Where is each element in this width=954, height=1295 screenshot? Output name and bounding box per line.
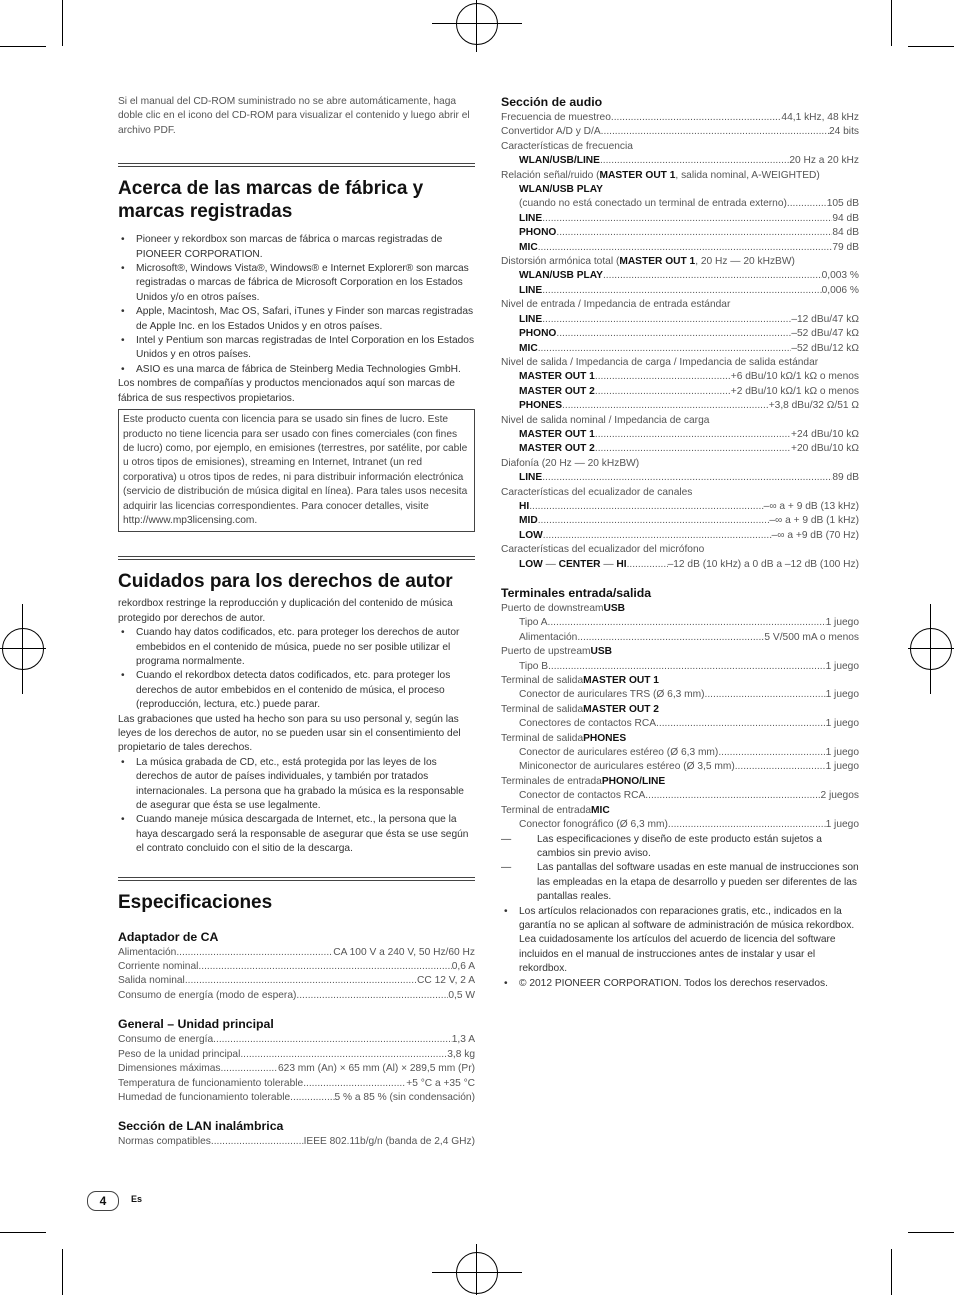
spec-row bbox=[501, 241, 859, 255]
spec-value: 1 juego bbox=[825, 617, 859, 629]
spec-value: 0,003 % bbox=[821, 270, 859, 282]
spec-row bbox=[501, 226, 859, 240]
copyright-para: rekordbox restringe la reproducción y duplicación del contenido de música protegido por derechos de autor. bbox=[118, 598, 453, 624]
spec-value: 0,006 % bbox=[821, 284, 859, 296]
spec-label: Alimentación bbox=[519, 631, 578, 643]
audio-title: Sección de audio bbox=[501, 95, 603, 109]
spec-value: –52 dBu/47 kΩ bbox=[791, 328, 859, 340]
list-item: • Apple, Macintosh, Mac OS, Safari, iTunes y Finder son marcas registradas de Apple Inc. en los Estados Unidos y en otros países. bbox=[118, 305, 475, 334]
spec-label: LINE bbox=[519, 313, 543, 325]
spec-row bbox=[501, 660, 859, 674]
spec-label: HI bbox=[519, 500, 530, 512]
section-rule bbox=[118, 877, 475, 883]
spec-heading bbox=[501, 645, 859, 659]
spec-value: 24 bits bbox=[828, 126, 859, 138]
list-item: • Pioneer y rekordbox son marcas de fábrica o marcas registradas de PIONEER CORPORATION. bbox=[118, 233, 475, 262]
spec-row bbox=[501, 746, 859, 760]
heading-text: Terminales de entrada bbox=[501, 775, 602, 787]
list-item: • La música grabada de CD, etc., está protegida por las leyes de los derechos de autor de países individuales, y también por tratados internacionales. La persona que ha grabado la música es la responsable de asegurar que ésta se use legalmente. bbox=[118, 756, 475, 814]
spec-heading bbox=[501, 602, 859, 616]
spec-heading bbox=[501, 674, 859, 688]
spec-label: Convertidor A/D y D/A bbox=[501, 126, 601, 138]
trademarks-title: Acerca de las marcas de fábrica y marcas registradas bbox=[118, 178, 424, 223]
spec-row bbox=[118, 1135, 475, 1149]
spec-value: –∞ a + 9 dB (1 kHz) bbox=[769, 515, 859, 527]
spec-row bbox=[501, 500, 859, 514]
spec-label: Conector de auriculares TRS (Ø 6,3 mm) bbox=[519, 689, 705, 701]
spec-label: Humedad de funcionamiento tolerable bbox=[118, 1091, 291, 1103]
spec-row bbox=[501, 197, 859, 211]
spec-value: 1 juego bbox=[825, 689, 859, 701]
spec-label: Temperatura de funcionamiento tolerable bbox=[118, 1077, 304, 1089]
list-item: • Los artículos relacionados con reparaciones gratis, etc., indicados en la garantía no se aplican al software de administración de música rekordbox. Lea cuidadosamente los artículos del acuerdo de licencia del software incluidos en el manual de instrucciones antes de instalar y usar el rekordbox. bbox=[501, 905, 859, 977]
spec-value: 1 juego bbox=[825, 747, 859, 759]
spec-value: 623 mm (An) × 65 mm (Al) × 289,5 mm (Pr) bbox=[277, 1063, 475, 1075]
heading-bold: MASTER OUT 2 bbox=[583, 703, 659, 715]
spec-value: 3,8 kg bbox=[447, 1048, 475, 1060]
spec-heading: Nivel de salida / Impedancia de carga / Impedancia de salida estándar bbox=[501, 356, 819, 368]
spec-row bbox=[118, 960, 475, 974]
spec-label: Tipo B bbox=[519, 660, 549, 672]
spec-row bbox=[501, 471, 859, 485]
heading-bold: MIC bbox=[591, 804, 610, 816]
spec-label: LOW bbox=[519, 529, 543, 541]
spec-label: Conector de contactos RCA bbox=[519, 790, 646, 802]
heading-text: Terminal de salida bbox=[501, 732, 584, 744]
spec-row bbox=[118, 946, 475, 960]
spec-value: –∞ a + 9 dB (13 kHz) bbox=[763, 500, 859, 512]
spec-row bbox=[501, 370, 859, 384]
notes-bullet-list bbox=[501, 905, 859, 991]
spec-heading bbox=[501, 804, 859, 818]
crop-mark bbox=[62, 1249, 63, 1295]
spec-label: Conector de auriculares estéreo (Ø 6,3 mm) bbox=[519, 747, 719, 759]
spec-value: 84 dB bbox=[832, 227, 859, 239]
spec-value: –∞ a +9 dB (70 Hz) bbox=[771, 529, 859, 541]
spec-row bbox=[501, 717, 859, 731]
spec-label: WLAN/USB PLAY bbox=[519, 270, 603, 282]
spec-label: MASTER OUT 2 bbox=[519, 443, 595, 455]
heading-text: Terminal de entrada bbox=[501, 804, 592, 816]
spec-label: MIC bbox=[519, 342, 538, 354]
left-column bbox=[118, 95, 475, 1150]
spec-label: Salida nominal bbox=[118, 975, 185, 987]
lan-title: Sección de LAN inalámbrica bbox=[118, 1119, 284, 1134]
heading-text: , 20 Hz — 20 kHzBW) bbox=[695, 256, 795, 268]
spec-label: (cuando no está conectado un terminal de entrada externo) bbox=[519, 198, 787, 210]
spec-label: LINE bbox=[519, 212, 543, 224]
spec-label: MASTER OUT 1 bbox=[519, 371, 595, 383]
spec-row bbox=[118, 1091, 475, 1105]
spec-value: +20 dBu/10 kΩ bbox=[791, 443, 859, 455]
spec-value: 0,5 W bbox=[448, 989, 475, 1001]
spec-row bbox=[501, 616, 859, 630]
spec-row bbox=[118, 989, 475, 1003]
crop-mark bbox=[0, 1232, 46, 1233]
copyright-list bbox=[118, 756, 475, 857]
spec-label: Corriente nominal bbox=[118, 961, 199, 973]
spec-value: +3,8 dBu/32 Ω/51 Ω bbox=[768, 400, 859, 412]
crop-mark bbox=[62, 0, 63, 46]
spec-row bbox=[118, 1077, 475, 1091]
notes-dash-list bbox=[501, 833, 859, 905]
spec-heading: Diafonía (20 Hz — 20 kHzBW) bbox=[501, 457, 640, 469]
heading-bold: PHONO/LINE bbox=[601, 775, 666, 787]
spec-value: 1 juego bbox=[825, 761, 859, 773]
spec-label: Tipo A bbox=[519, 617, 548, 629]
crop-mark bbox=[908, 1232, 954, 1233]
spec-row bbox=[501, 154, 859, 168]
spec-label: PHONO bbox=[519, 328, 557, 340]
list-item: • ASIO es una marca de fábrica de Steinberg Media Technologies GmbH. bbox=[118, 363, 475, 377]
heading-text: Puerto de downstream bbox=[501, 603, 604, 614]
spec-heading: Nivel de salida nominal / Impedancia de carga bbox=[501, 414, 710, 426]
spec-label: MASTER OUT 2 bbox=[519, 385, 595, 397]
copyright-para: Las grabaciones que usted ha hecho son para su uso personal y, según las leyes de los derechos de autor, no se pueden usar sin el consentimiento del propietario de tales derechos. bbox=[118, 713, 461, 754]
spec-value: +2 dBu/10 kΩ/1 kΩ o menos bbox=[730, 385, 859, 397]
spec-value: 79 dB bbox=[832, 241, 859, 253]
section-rule bbox=[118, 163, 475, 169]
spec-value: +6 dBu/10 kΩ/1 kΩ o menos bbox=[730, 371, 859, 383]
spec-row bbox=[501, 529, 859, 543]
spec-row bbox=[118, 1062, 475, 1076]
list-item: • Intel y Pentium son marcas registradas de Intel Corporation en los Estados Unidos y en otros países. bbox=[118, 334, 475, 363]
spec-value: +24 dBu/10 kΩ bbox=[791, 428, 859, 440]
spec-row bbox=[501, 428, 859, 442]
spec-row bbox=[501, 269, 859, 283]
spec-value: 1 juego bbox=[825, 819, 859, 831]
spec-heading: Características del ecualizador del micrófono bbox=[501, 544, 705, 556]
spec-value: 105 dB bbox=[826, 198, 859, 210]
spec-heading: Características de frecuencia bbox=[501, 140, 633, 152]
list-item: • Microsoft®, Windows Vista®, Windows® e Internet Explorer® son marcas registradas o marcas de fábrica de Microsoft Corporation en los Estados Unidos y/o en otros países. bbox=[118, 262, 475, 305]
spec-row bbox=[501, 385, 859, 399]
separator: — bbox=[542, 558, 559, 570]
list-item: — Las especificaciones y diseño de este producto están sujetos a cambios sin previo aviso. bbox=[501, 833, 859, 862]
separator: — bbox=[600, 558, 617, 570]
spec-row bbox=[501, 760, 859, 774]
list-item: • © 2012 PIONEER CORPORATION. Todos los derechos reservados. bbox=[501, 977, 859, 991]
spec-heading: Características del ecualizador de canales bbox=[501, 486, 693, 498]
io-title: Terminales entrada/salida bbox=[501, 586, 652, 600]
spec-value: 44,1 kHz, 48 kHz bbox=[781, 112, 859, 123]
spec-row bbox=[501, 284, 859, 298]
heading-bold: USB bbox=[603, 603, 626, 614]
spec-row bbox=[501, 313, 859, 327]
spec-value: 89 dB bbox=[832, 472, 859, 484]
spec-label: MID bbox=[519, 515, 538, 527]
ac-title: Adaptador de CA bbox=[118, 929, 219, 944]
specs-title: Especificaciones bbox=[118, 891, 273, 913]
spec-label: MASTER OUT 1 bbox=[519, 428, 595, 440]
spec-value: IEEE 802.11b/g/n (banda de 2,4 GHz) bbox=[303, 1136, 475, 1148]
heading-bold: MASTER OUT 1 bbox=[583, 675, 659, 687]
crop-mark bbox=[0, 46, 46, 47]
spec-label: LINE bbox=[519, 284, 543, 296]
spec-row bbox=[501, 688, 859, 702]
spec-row bbox=[501, 399, 859, 413]
trademarks-note: Los nombres de compañías y productos mencionados aquí son marcas de fábrica de sus respectivos propietarios. bbox=[118, 378, 455, 404]
list-item: — Las pantallas del software usadas en este manual de instrucciones son las empleadas en la etapa de desarrollo y pueden ser diferentes de las pantallas reales. bbox=[501, 861, 859, 904]
heading-text: Puerto de upstream bbox=[501, 646, 591, 658]
copyright-list bbox=[118, 626, 475, 712]
spec-label: CENTER bbox=[558, 558, 601, 570]
spec-label: WLAN/USB PLAY bbox=[519, 184, 603, 196]
spec-subheading bbox=[501, 183, 859, 197]
spec-value: 1 juego bbox=[825, 660, 859, 672]
copyright-title: Cuidados para los derechos de autor bbox=[118, 571, 453, 593]
spec-label: Consumo de energía (modo de espera) bbox=[118, 989, 297, 1001]
spec-heading bbox=[501, 775, 859, 789]
heading-bold: MASTER OUT 1 bbox=[619, 256, 696, 268]
spec-row bbox=[118, 1033, 475, 1047]
heading-text: Terminal de salida bbox=[501, 703, 584, 715]
spec-value: 0,6 A bbox=[451, 961, 475, 973]
spec-label: Consumo de energía bbox=[118, 1034, 214, 1046]
heading-text: Relación señal/ruido ( bbox=[501, 169, 600, 181]
list-item: • Cuando maneje música descargada de Internet, etc., la persona que la haya descargado será la responsable de asegurar que ésta se use según el contrato concluido con el sitio de la descarga. bbox=[118, 813, 475, 856]
spec-label: Miniconector de auriculares estéreo (Ø 3,5 mm) bbox=[519, 761, 735, 773]
spec-row bbox=[501, 514, 859, 528]
spec-value: 5 % a 85 % (sin condensación) bbox=[334, 1091, 475, 1103]
spec-row bbox=[118, 974, 475, 988]
heading-bold: PHONES bbox=[583, 732, 627, 744]
spec-label: Dimensiones máximas bbox=[118, 1063, 221, 1075]
spec-label: Peso de la unidad principal bbox=[118, 1048, 241, 1060]
spec-label: MIC bbox=[519, 241, 538, 253]
spec-label: LOW bbox=[519, 558, 543, 570]
spec-label: Conectores de contactos RCA bbox=[519, 718, 657, 730]
spec-row bbox=[501, 558, 859, 572]
spec-row bbox=[501, 789, 859, 803]
spec-label: PHONES bbox=[519, 400, 563, 412]
spec-row bbox=[501, 111, 859, 125]
intro-text: Si el manual del CD-ROM suministrado no se abre automáticamente, haga doble clic en el icono del CD-ROM para visualizar el contenido y luego abrir el archivo PDF. bbox=[118, 96, 470, 136]
language-code: Es bbox=[131, 1194, 143, 1204]
spec-label: LINE bbox=[519, 472, 543, 484]
spec-row bbox=[501, 327, 859, 341]
spec-value: CA 100 V a 240 V, 50 Hz/60 Hz bbox=[333, 946, 475, 958]
spec-value: –52 dBu/12 kΩ bbox=[791, 342, 859, 354]
license-box: Este producto cuenta con licencia para se usado sin fines de lucro. Este producto no tiene licencia para ser usado con fines comerciales (con fines de lucro) como, por ejemplo, en emisiones (terrestres, por satélite, por cable u otros tipos de emisiones), streaming en Internet, Intranet (un red corporativa) u otros tipos de redes, ni para distribuir información electrónica (servicio de distribución de música digital en línea). Para tales usos necesita adquirir las licencias correspondientes. Para conocer detalles, visite http://www.mp3licensing.com. bbox=[118, 409, 475, 532]
spec-label: HI bbox=[616, 558, 627, 570]
spec-heading bbox=[501, 255, 859, 269]
heading-text: , salida nominal, A-WEIGHTED) bbox=[675, 169, 820, 181]
section-rule bbox=[118, 556, 475, 562]
spec-label: PHONO bbox=[519, 227, 557, 239]
spec-row bbox=[501, 631, 859, 645]
crop-mark bbox=[908, 46, 954, 47]
spec-heading: Nivel de entrada / Impedancia de entrada estándar bbox=[501, 299, 731, 311]
spec-heading bbox=[501, 732, 859, 746]
spec-label: Alimentación bbox=[118, 946, 177, 958]
heading-text: Terminal de salida bbox=[501, 675, 584, 687]
crop-mark bbox=[891, 1249, 892, 1295]
spec-value: 1 juego bbox=[825, 718, 859, 730]
spec-value: –12 dBu/47 kΩ bbox=[791, 313, 859, 325]
spec-label: Conector fonográfico (Ø 6,3 mm) bbox=[519, 819, 668, 831]
heading-text: Distorsión armónica total ( bbox=[501, 256, 620, 268]
trademarks-list bbox=[118, 233, 475, 377]
heading-bold: USB bbox=[590, 646, 612, 658]
list-item: • Cuando el rekordbox detecta datos codificados, etc. para proteger los derechos de autor embebidos en el contenido de música, el proceso (reproducción, lectura, etc.) puede parar. bbox=[118, 669, 475, 712]
spec-row bbox=[501, 125, 859, 139]
heading-bold: MASTER OUT 1 bbox=[599, 169, 676, 181]
spec-label: Normas compatibles bbox=[118, 1136, 211, 1148]
spec-value: 1,3 A bbox=[451, 1034, 475, 1046]
general-title: General – Unidad principal bbox=[118, 1017, 274, 1032]
spec-label: WLAN/USB/LINE bbox=[519, 155, 600, 167]
spec-row bbox=[501, 818, 859, 832]
list-item: • Cuando hay datos codificados, etc. para proteger los derechos de autor embebidos en el contenido de música, puede no ser posible utilizar el programa normalmente. bbox=[118, 626, 475, 669]
spec-value: 94 dB bbox=[832, 212, 859, 224]
spec-heading bbox=[501, 703, 859, 717]
spec-value: –12 dB (10 kHz) a 0 dB a –12 dB (100 Hz) bbox=[667, 558, 859, 570]
spec-value: +5 °C a +35 °C bbox=[406, 1077, 475, 1089]
spec-heading bbox=[501, 169, 859, 183]
page-number: 4 bbox=[87, 1191, 119, 1211]
spec-value: 2 juegos bbox=[820, 790, 859, 802]
spec-label: Frecuencia de muestreo bbox=[501, 112, 611, 123]
spec-value: CC 12 V, 2 A bbox=[417, 975, 475, 987]
spec-row bbox=[118, 1048, 475, 1062]
spec-row bbox=[501, 442, 859, 456]
spec-value: 20 Hz a 20 kHz bbox=[789, 155, 859, 167]
right-column bbox=[501, 95, 859, 991]
crop-mark bbox=[891, 0, 892, 46]
spec-row bbox=[501, 212, 859, 226]
spec-row bbox=[501, 342, 859, 356]
spec-value: 5 V/500 mA o menos bbox=[764, 631, 859, 643]
